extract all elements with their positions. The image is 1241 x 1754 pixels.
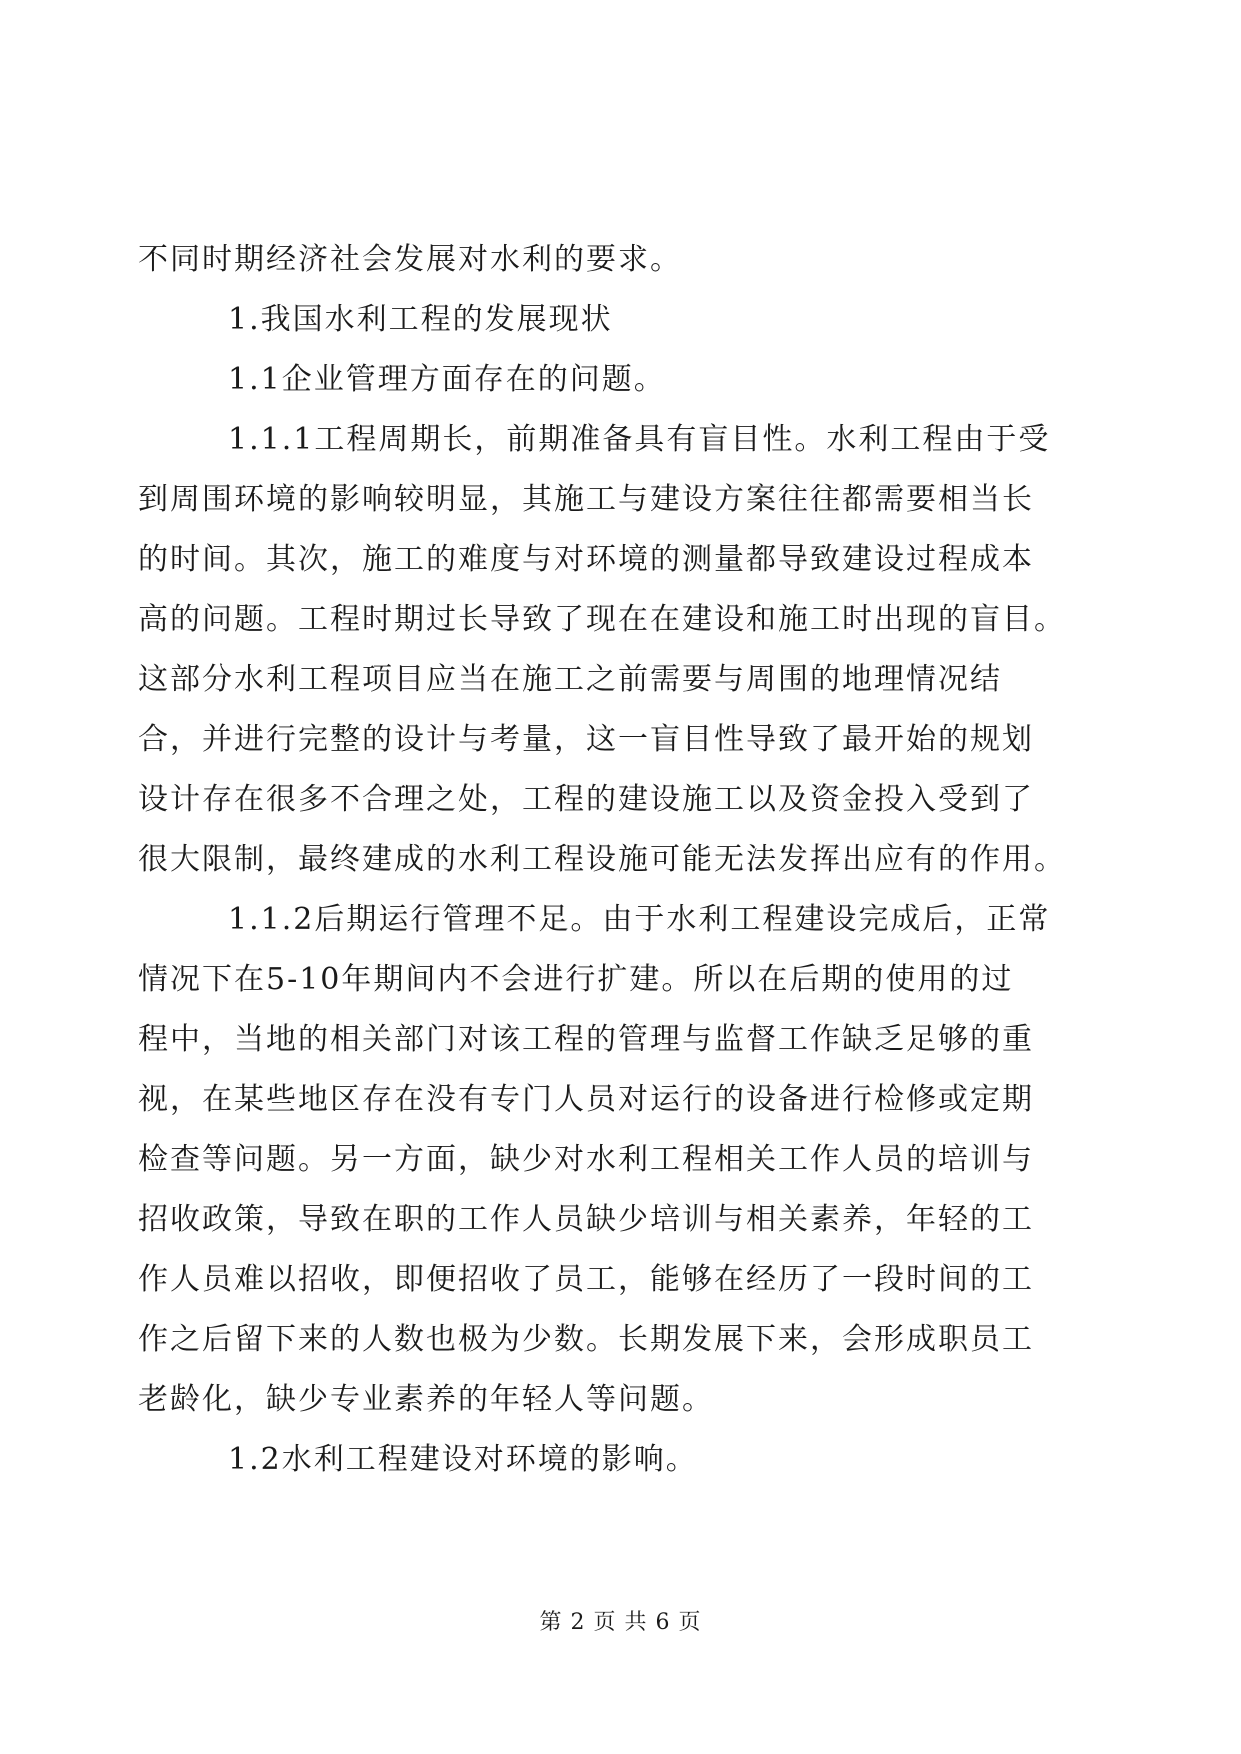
text-line: 不同时期经济社会发展对水利的要求。 [138, 242, 682, 277]
text-line: 设计存在很多不合理之处，工程的建设施工以及资金投入受到了 [138, 782, 1034, 817]
text-line: 情况下在5-10年期间内不会进行扩建。所以在后期的使用的过 [138, 962, 1014, 997]
page-number-footer: 第 2 页 共 6 页 [539, 1610, 702, 1635]
text-line: 合，并进行完整的设计与考量，这一盲目性导致了最开始的规划 [138, 722, 1034, 757]
section-heading: 1.我国水利工程的发展现状 [228, 302, 613, 337]
subsection-heading: 1.2水利工程建设对环境的影响。 [228, 1442, 698, 1477]
text-line: 高的问题。工程时期过长导致了现在在建设和施工时出现的盲目。 [138, 602, 1066, 637]
text-line: 这部分水利工程项目应当在施工之前需要与周围的地理情况结 [138, 662, 1002, 697]
text-line: 老龄化，缺少专业素养的年轻人等问题。 [138, 1382, 714, 1417]
text-line: 招收政策，导致在职的工作人员缺少培训与相关素养，年轻的工 [138, 1202, 1034, 1237]
text-line: 到周围环境的影响较明显，其施工与建设方案往往都需要相当长 [138, 482, 1034, 517]
text-line: 很大限制，最终建成的水利工程设施可能无法发挥出应有的作用。 [138, 842, 1066, 877]
document-body [138, 230, 1108, 1490]
text-line: 1.1.1工程周期长，前期准备具有盲目性。水利工程由于受 [228, 422, 1051, 457]
text-line: 视，在某些地区存在没有专门人员对运行的设备进行检修或定期 [138, 1082, 1034, 1117]
text-line: 的时间。其次，施工的难度与对环境的测量都导致建设过程成本 [138, 542, 1034, 577]
text-line: 1.1.2后期运行管理不足。由于水利工程建设完成后，正常 [228, 902, 1051, 937]
text-line: 作人员难以招收，即便招收了员工，能够在经历了一段时间的工 [138, 1262, 1034, 1297]
text-line: 程中，当地的相关部门对该工程的管理与监督工作缺乏足够的重 [138, 1022, 1034, 1057]
text-line: 作之后留下来的人数也极为少数。长期发展下来，会形成职员工 [138, 1322, 1034, 1357]
subsection-heading: 1.1企业管理方面存在的问题。 [228, 362, 666, 397]
text-line: 检查等问题。另一方面，缺少对水利工程相关工作人员的培训与 [138, 1142, 1034, 1177]
